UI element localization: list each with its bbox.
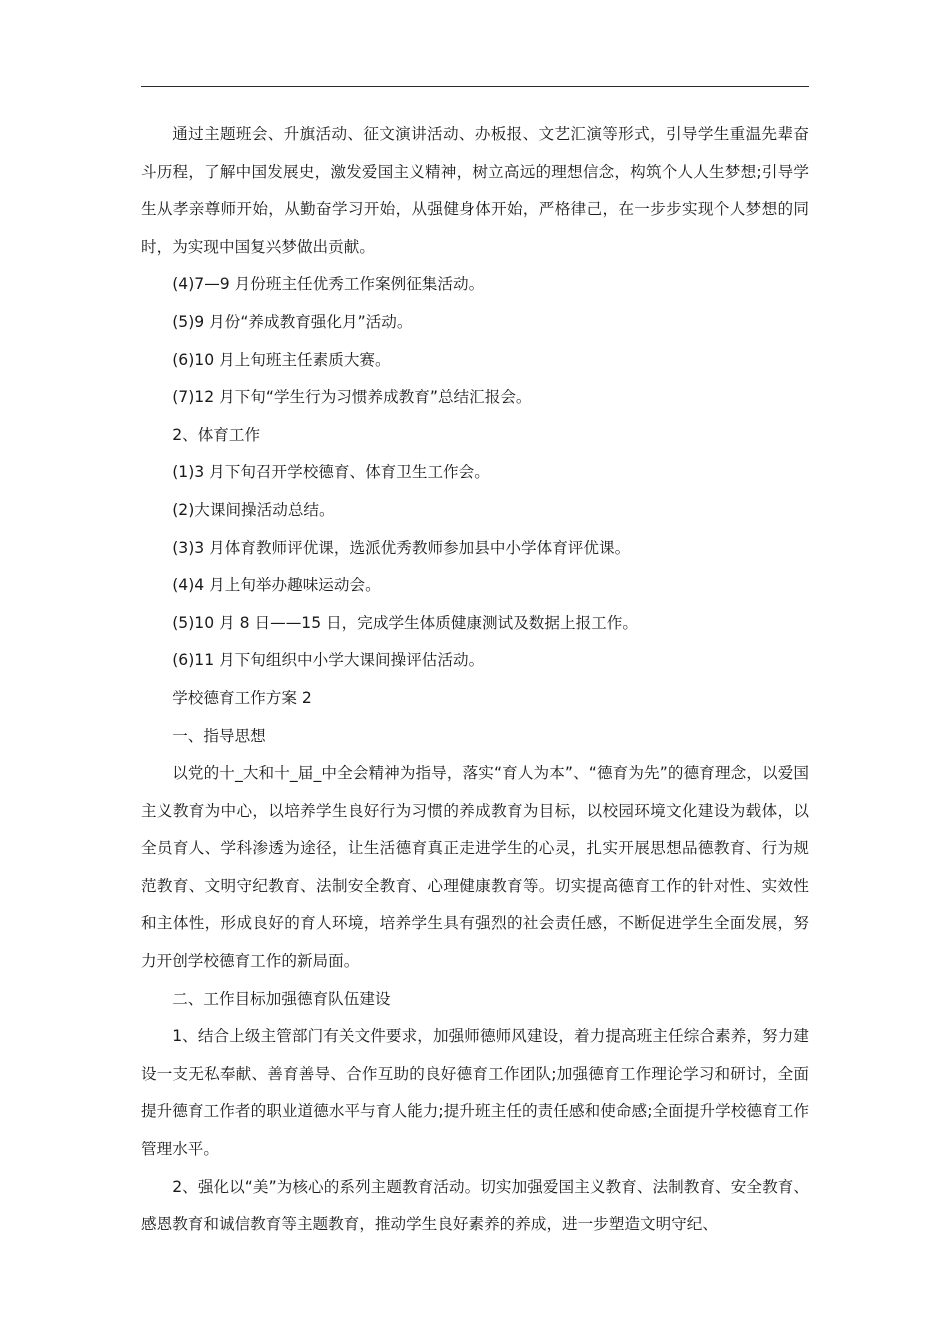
list-item-exercise-summary: (2)大课间操活动总结。 — [172, 500, 335, 519]
paragraph-goal-1: 1、结合上级主管部门有关文件要求，加强师德师风建设，着力提高班主任综合素养，努力建设一支无私奉献、善育善导、合作互助的良好德育工作团队;加强德育工作理论学习和研讨，全面提升德育工作者的职业道德水平与育人能力;提升班主任的责任感和使命感;全面提升学校德育工作管理水平。 — [141, 1027, 809, 1159]
list-item-fun-games: (4)4 月上旬举办趣味运动会。 — [172, 576, 381, 595]
list-item-teacher-contest: (6)10 月上旬班主任素质大赛。 — [172, 350, 391, 369]
list-item-exercise-evaluation: (6)11 月下旬组织中小学大课间操评估活动。 — [172, 651, 485, 670]
header-rule — [141, 86, 809, 87]
list-item-habit-month: (5)9 月份“养成教育强化月”活动。 — [172, 312, 413, 331]
list-item-summary-meeting: (7)12 月下旬“学生行为习惯养成教育”总结汇报会。 — [172, 388, 532, 407]
document-body — [141, 116, 809, 1244]
document-title-plan-2: 学校德育工作方案 2 — [172, 688, 312, 707]
paragraph-guiding-ideology: 以党的十_大和十_届_中全会精神为指导，落实“育人为本”、“德育为先”的德育理念，以爱国主义教育为中心，以培养学生良好行为习惯的养成教育为目标，以校园环境文化建设为载体，以全员育人、学科渗透为途径，让生活德育真正走进学生的心灵，扎实开展思想品德教育、行为规范教育、文明守纪教育、法制安全教育、心理健康教育等。切实提高德育工作的针对性、实效性和主体性，形成良好的育人环境，培养学生具有强烈的社会责任感，不断促进学生全面发展，努力开创学校德育工作的新局面。 — [141, 764, 809, 971]
list-item-health-test: (5)10 月 8 日——15 日，完成学生体质健康测试及数据上报工作。 — [172, 613, 638, 632]
list-item-sports-meeting: (1)3 月下旬召开学校德育、体育卫生工作会。 — [172, 463, 490, 482]
list-item-case-collection: (4)7—9 月份班主任优秀工作案例征集活动。 — [172, 275, 485, 294]
paragraph-goal-2: 2、强化以“美”为核心的系列主题教育活动。切实加强爱国主义教育、法制教育、安全教育、感恩教育和诚信教育等主题教育，推动学生良好素养的养成，进一步塑造文明守纪、 — [141, 1177, 809, 1234]
list-item-pe-teacher-eval: (3)3 月体育教师评优课，选派优秀教师参加县中小学体育评优课。 — [172, 538, 631, 557]
section-heading-work-goals: 二、工作目标加强德育队伍建设 — [172, 989, 391, 1008]
paragraph-patriotic-education: 通过主题班会、升旗活动、征文演讲活动、办板报、文艺汇演等形式，引导学生重温先辈奋斗历程，了解中国发展史，激发爱国主义精神，树立高远的理想信念，构筑个人人生梦想;引导学生从孝亲尊师开始，从勤奋学习开始，从强健身体开始，严格律己，在一步步实现个人梦想的同时，为实现中国复兴梦做出贡献。 — [141, 125, 809, 256]
section-heading-guiding-ideology: 一、指导思想 — [172, 726, 266, 745]
section-heading-sports: 2、体育工作 — [172, 425, 261, 444]
